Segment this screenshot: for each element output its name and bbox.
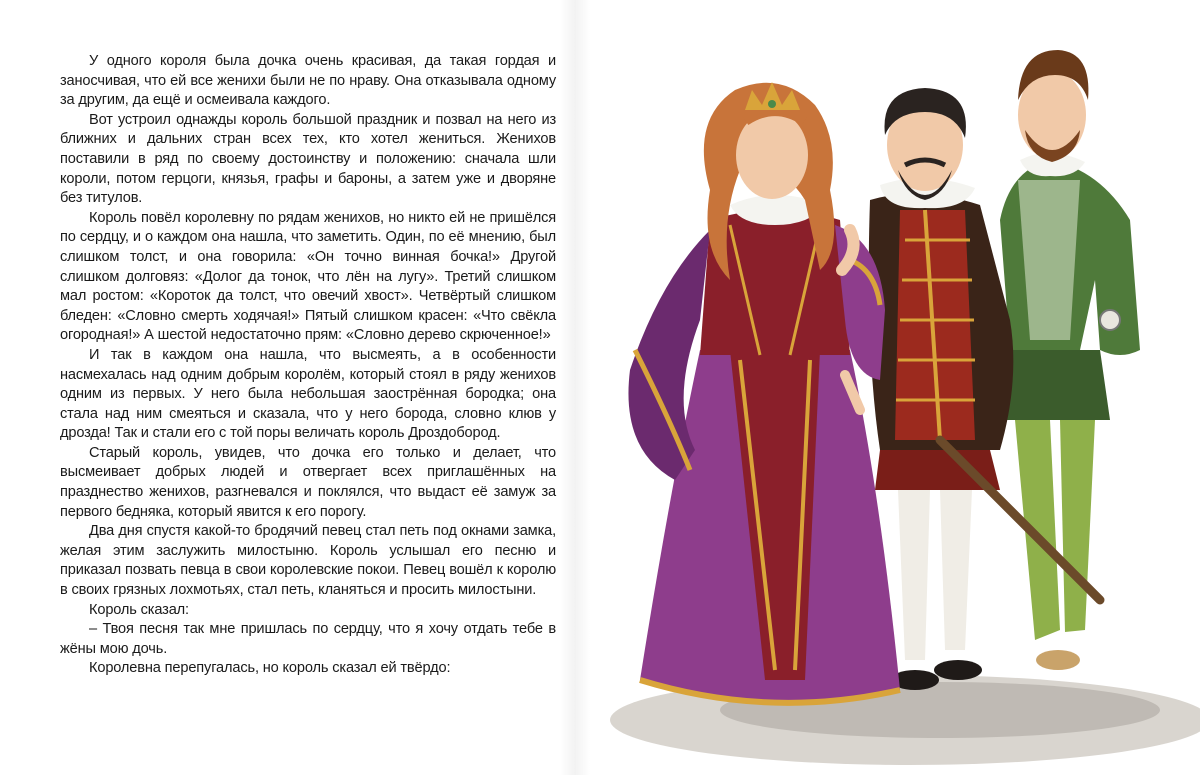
green-suitor bbox=[1000, 50, 1140, 670]
paragraph: У одного короля была дочка очень красивая, да такая гордая и заносчивая, что ей все женихи были не по нраву. Она отказывала одному за другим, да ещё и осмеивала каждого. bbox=[60, 53, 556, 109]
paragraph: Вот устроил однажды король большой праздник и позвал на него из ближних и дальних стран всех тех, кто хотел жениться. Женихов поставили в ряд по своему достоинству и положению: сначала шли короли, потом герцоги, князья, графы и бароны, а затем уже и дворяне без титулов. bbox=[60, 111, 556, 207]
story-text bbox=[60, 52, 556, 679]
paragraph: Королевна перепугалась, но король сказал ей твёрдо: bbox=[89, 660, 451, 677]
paragraph: Король сказал: bbox=[89, 601, 189, 618]
paragraph: – Твоя песня так мне пришлась по сердцу, что я хочу отдать тебе в жёны мою дочь. bbox=[60, 621, 556, 657]
paragraph: Два дня спустя какой-то бродячий певец стал петь под окнами замка, желая этим заслужить милостыню. Король услышал его песню и приказал позвать певца в свои королевские покои. Певец вошёл к королю в своих грязных лохмотьях, стал петь, кланяться и просить милостыни. bbox=[60, 523, 556, 599]
princess-and-suitors-illustration bbox=[580, 20, 1200, 775]
illustration bbox=[580, 20, 1200, 775]
paragraph: И так в каждом она нашла, что высмеять, а в особенности насмехалась над одним добрым королём, который стоял в ряду женихов одним из первых. У него была небольшая заострённая бородка; она стала над ним смеяться и сказала, что у него борода, словно клюв у дрозда! Так и стали его с той поры величать король Дроздобород. bbox=[60, 346, 556, 442]
paragraph: Старый король, увидев, что дочка его только и делает, что высмеивает добрых людей и отвергает всех приглашённых на празднество женихов, разгневался и поклялся, что выдаст её замуж за первого бедняка, который явится к его порогу. bbox=[60, 444, 556, 520]
paragraph: Король повёл королевну по рядам женихов, но никто ей не пришёлся по сердцу, и о каждом она нашла, что заметить. Один, по её мнению, был слишком толст, и она говорила: «Он точно винная бочка!» Другой слишком долговяз: «Долог да тонок, что лён на лугу». Третий слишком мал ростом: «Короток да толст, что овечий хвост». Четвёртый слишком бледен: «Словно смерть ходячая!» Пятый слишком красен: «Что свёкла огородная!» А шестой недостаточно прям: «Словно дерево скрюченное!» bbox=[60, 209, 556, 344]
princess bbox=[628, 82, 900, 703]
